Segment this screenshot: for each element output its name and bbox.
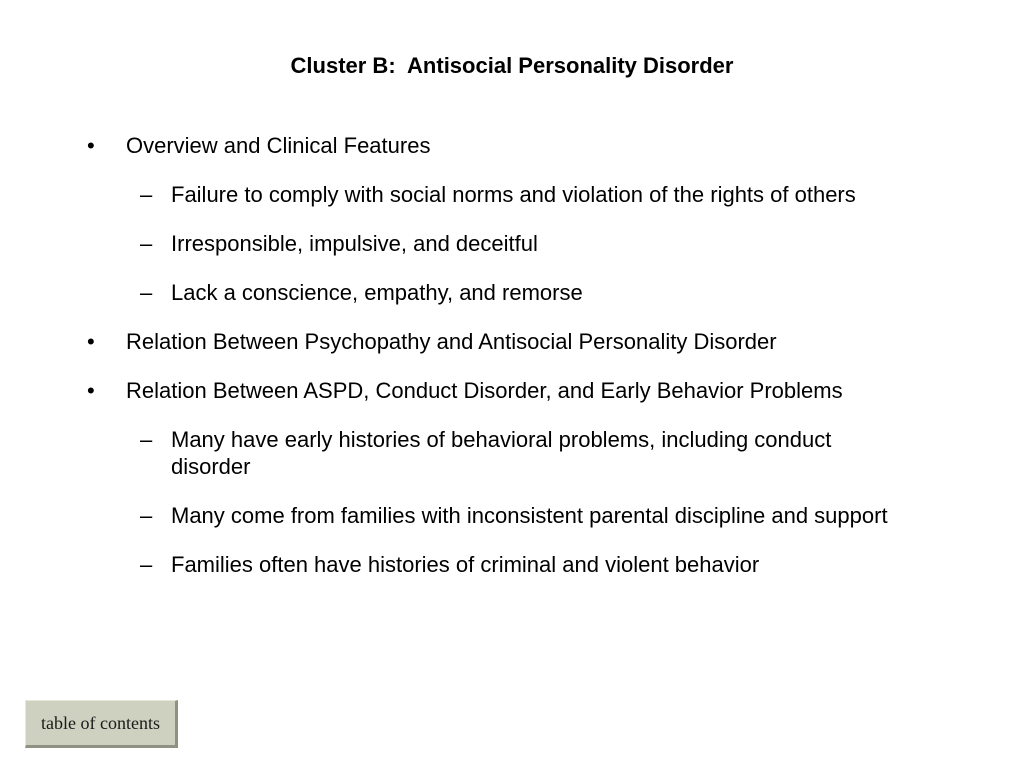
list-item-early-histories: [0, 426, 916, 480]
list-item-text: Many come from families with inconsistent parental discipline and support: [171, 503, 888, 528]
list-item-failure-to-comply: [0, 181, 916, 208]
list-item-text: Relation Between Psychopathy and Antisocial Personality Disorder: [126, 329, 777, 354]
bullet-marker: •: [87, 329, 95, 354]
list-item-lack-conscience: [0, 279, 916, 306]
list-item-text: Irresponsible, impulsive, and deceitful: [171, 231, 538, 256]
slide-title: Cluster B: Antisocial Personality Disorder: [290, 53, 734, 78]
list-item-text: Relation Between ASPD, Conduct Disorder, and Early Behavior Problems: [126, 378, 843, 403]
dash-marker: –: [140, 552, 153, 577]
list-item-text: Overview and Clinical Features: [126, 133, 431, 158]
dash-marker: –: [140, 182, 153, 207]
dash-marker: –: [140, 427, 153, 452]
list-item-criminal-histories: [0, 551, 916, 578]
bullet-marker: •: [87, 133, 95, 158]
dash-marker: –: [140, 503, 153, 528]
bullet-marker: •: [87, 378, 95, 403]
list-item-text: Families often have histories of criminal and violent behavior: [171, 552, 760, 577]
bullet-list: [0, 132, 1024, 600]
list-item-inconsistent-discipline: [0, 502, 916, 529]
list-item-psychopathy: [0, 328, 886, 355]
list-item-text: Many have early histories of behavioral problems, including conduct disorder: [171, 427, 832, 479]
table-of-contents-button[interactable]: table of contents: [25, 700, 178, 748]
list-item-overview: [0, 132, 886, 159]
list-item-text: Failure to comply with social norms and violation of the rights of others: [171, 182, 856, 207]
list-item-aspd-conduct: [0, 377, 886, 404]
list-item-irresponsible: [0, 230, 916, 257]
list-item-text: Lack a conscience, empathy, and remorse: [171, 280, 583, 305]
dash-marker: –: [140, 231, 153, 256]
dash-marker: –: [140, 280, 153, 305]
